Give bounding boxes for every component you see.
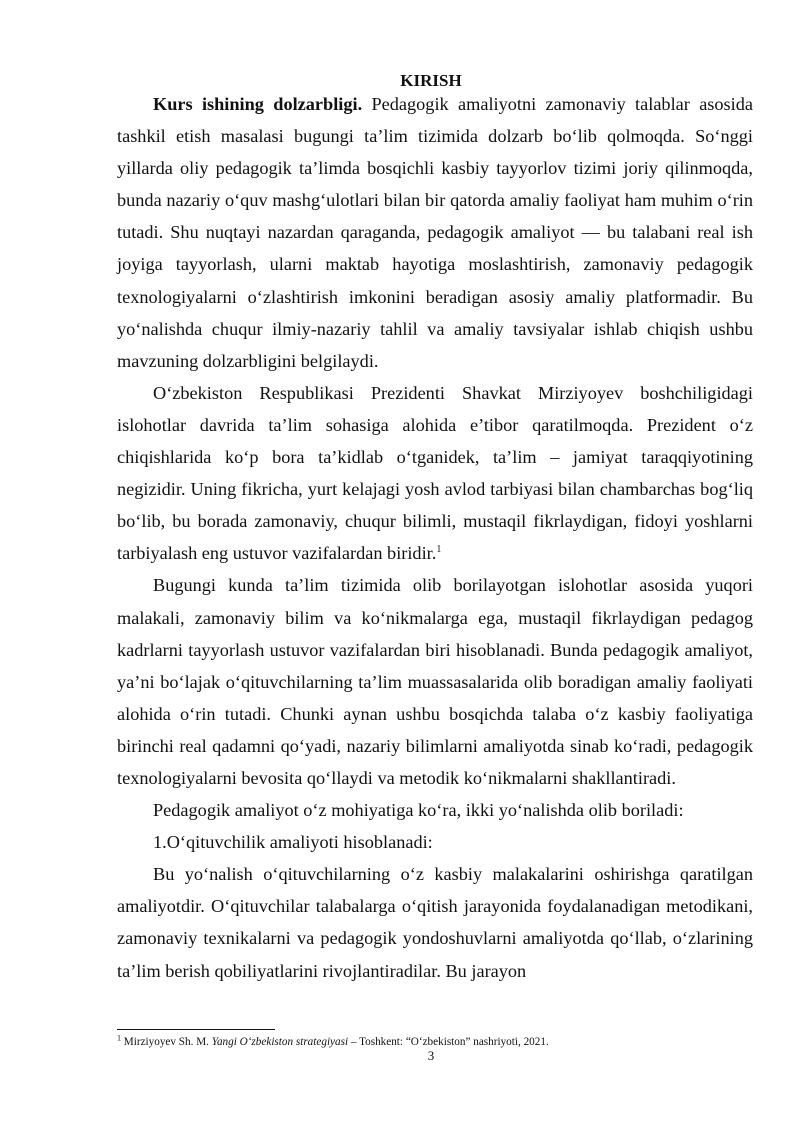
footnote-divider — [117, 1029, 275, 1030]
footnote-number: 1 — [117, 1033, 121, 1043]
lead-heading: Kurs ishining dolzarbligi. — [153, 94, 363, 114]
paragraph-relevance — [117, 88, 753, 377]
footnote-text-after: – Toshkent: “O‘zbekiston” nashriyoti, 2021. — [348, 1036, 549, 1048]
body-text — [117, 88, 753, 987]
paragraph-two-directions: Pedagogik amaliyot o‘z mohiyatiga ko‘ra, ikki yo‘nalishda olib boriladi: — [153, 800, 684, 821]
footnote — [117, 1035, 757, 1049]
paragraph-1-text: Pedagogik amaliyotni zamonaviy talablar asosida tashkil etish masalasi bugungi ta’lim tizimida dolzarb bo‘lib qolmoqda. So‘nggi yillarda oliy pedagogik ta’limda bosqichli kasbiy tayyorlov tizimi joriy qilinmoqda, bunda nazariy o‘quv mashg‘ulotlari bilan bir qatorda amaliy faoliyat ham muhim o‘rin tutadi. Shu nuqtayi nazardan qaraganda, pedagogik amaliyot — bu talabani real ish joyiga tayyorlash, ularni maktab hayotiga moslashtirish, zamonaviy pedagogik texnologiyalarni o‘zlashtirish imkonini beradigan asosiy amaliy platformadir. Bu yo‘nalishda chuqur ilmiy-nazariy tahlil va amaliy tavsiyalar ishlab chiqish ushbu mavzuning dolzarbligini belgilaydi. — [117, 94, 754, 371]
paragraph-teaching-practice: Bu yo‘nalish o‘qituvchilarning o‘z kasbiy malakalarini oshirishga qaratilgan amaliyotdir. O‘qituvchilar talabalarga o‘qitish jarayonida foydalanadigan metodikani, zamonaviy texnikalarni va pedagogik yondoshuvlarni amaliyotda qo‘llab, o‘zlarining ta’lim berish qobiliyatlarini rivojlantiradilar. Bu jarayon — [117, 864, 753, 981]
paragraph-list-item-1: 1.O‘qituvchilik amaliyoti hisoblanadi: — [153, 832, 433, 853]
paragraph-president — [117, 377, 753, 570]
page-number: 3 — [427, 1048, 435, 1063]
paragraph-reforms: Bugungi kunda ta’lim tizimida olib borilayotgan islohotlar asosida yuqori malakali, zamonaviy bilim va ko‘nikmalarga ega, mustaqil fikrlaydigan pedagog kadrlarni tayyorlash ustuvor vazifalardan biri hisoblanadi. Bunda pedagogik amaliyot, ya’ni bo‘lajak o‘qituvchilarning ta’lim muassasalarida olib boradigan amaliy faoliyati alohida o‘rin tutadi. Chunki aynan ushbu bosqichda talaba o‘z kasbiy faoliyatiga birinchi real qadamni qo‘yadi, nazariy bilimlarni amaliyotda sinab ko‘radi, pedagogik texnologiyalarni bevosita qo‘llaydi va metodik ko‘nikmalarni shakllantiradi. — [117, 575, 753, 788]
paragraph-2-text: O‘zbekiston Respublikasi Prezidenti Shavkat Mirziyoyev boshchiligidagi islohotlar davrida ta’lim sohasiga alohida e’tibor qaratilmoqda. Prezident o‘z chiqishlarida ko‘p bora ta’kidlab o‘tganidek, ta’lim – jamiyat taraqqiyotining negizidir. Uning fikricha, yurt kelajagi yosh avlod tarbiyasi bilan chambarchas bog‘liq bo‘lib, bu borada zamonaviy, chuqur bilimli, mustaqil fikrlaydigan, fidoyi yoshlarni tarbiyalash eng ustuvor vazifalardan biridir. — [117, 382, 753, 564]
footnote-text-before: Mirziyoyev Sh. M. — [121, 1036, 212, 1048]
footnote-reference[interactable]: 1 — [436, 544, 442, 556]
footnote-book-title: Yangi O‘zbekiston strategiyasi — [211, 1036, 349, 1048]
section-title: KIRISH — [400, 71, 462, 90]
